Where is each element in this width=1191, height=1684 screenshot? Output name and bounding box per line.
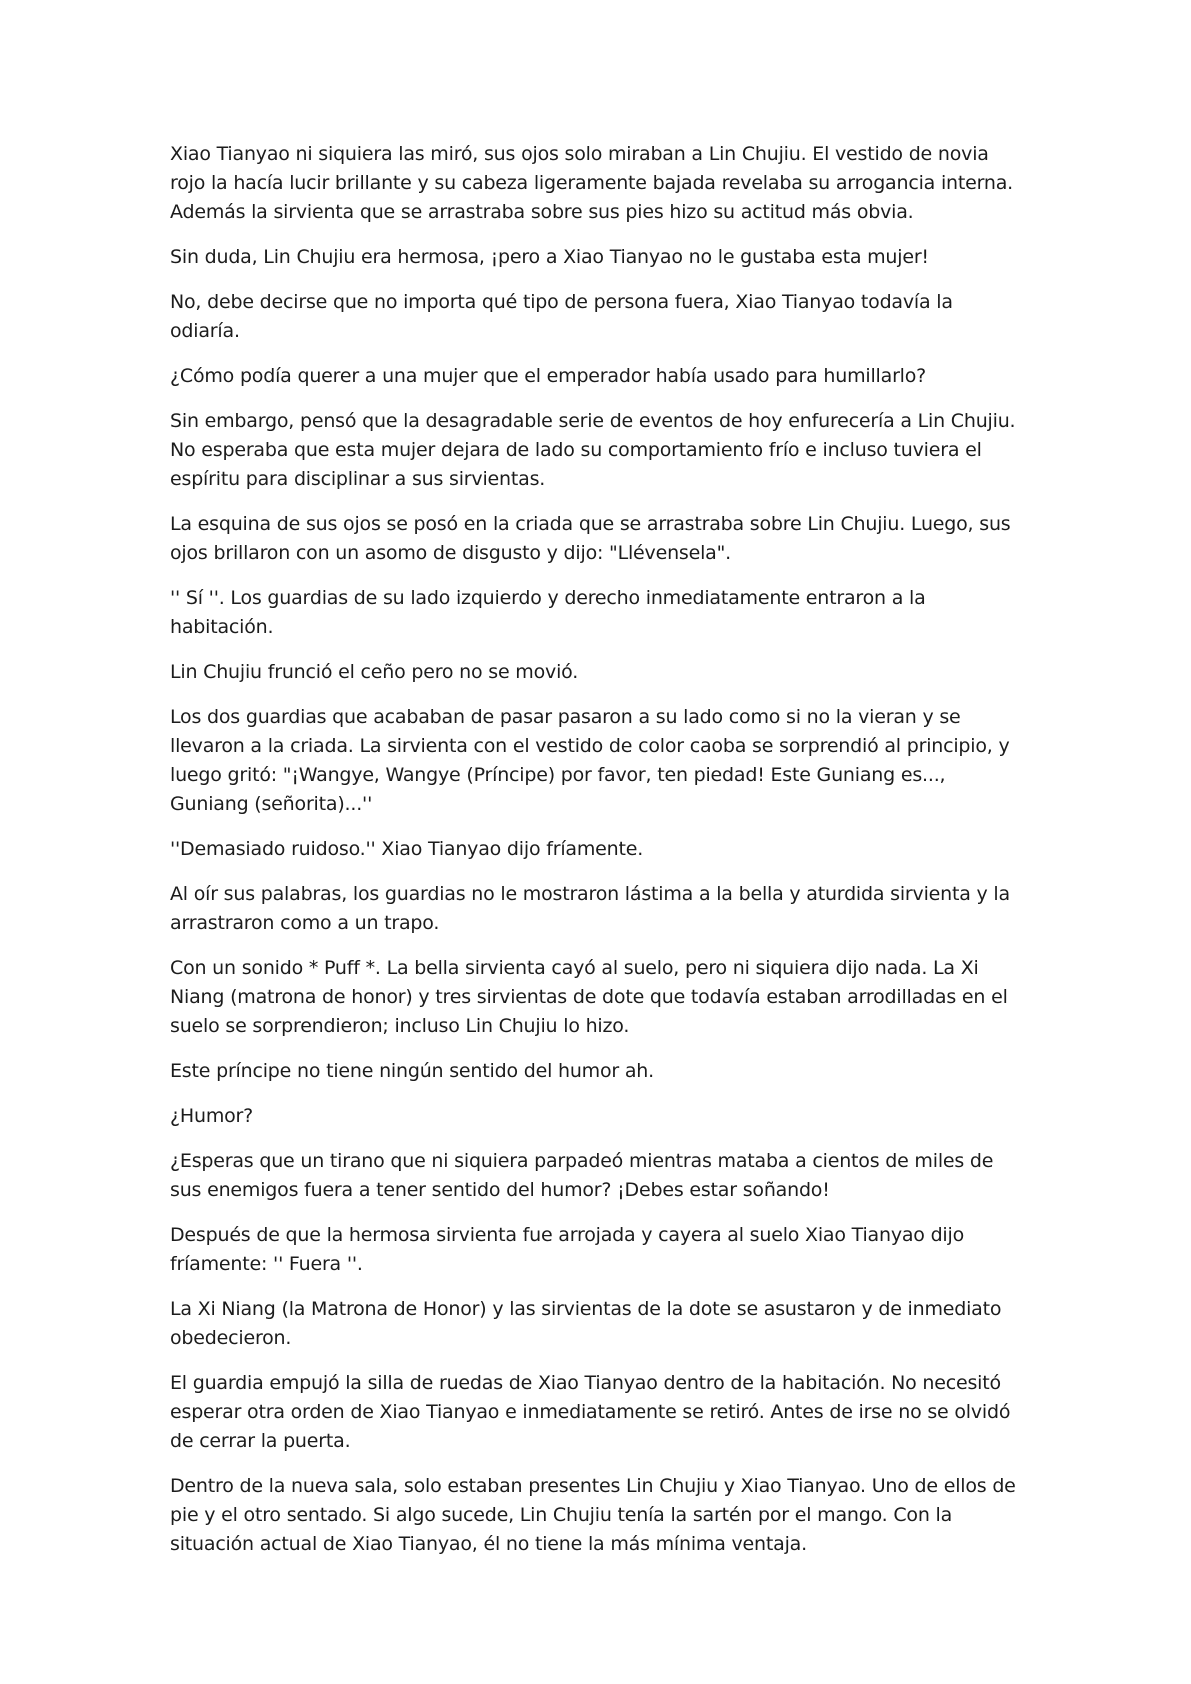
paragraph: La Xi Niang (la Matrona de Honor) y las sirvientas de la dote se asustaron y de inmediato obedecieron.: [170, 1298, 1002, 1349]
paragraph: '' Sí ''. Los guardias de su lado izquierdo y derecho inmediatamente entraron a la habitación.: [170, 587, 926, 638]
paragraph: Después de que la hermosa sirvienta fue arrojada y cayera al suelo Xiao Tianyao dijo fríamente: '' Fuera ''.: [170, 1224, 965, 1275]
paragraph: Xiao Tianyao ni siquiera las miró, sus ojos solo miraban a Lin Chujiu. El vestido de novia rojo la hacía lucir brillante y su cabeza ligeramente bajada revelaba su arrogancia interna. Además la sirvienta que se arrastraba sobre sus pies hizo su actitud más obvia.: [170, 143, 1014, 223]
paragraph: ¿Humor?: [170, 1105, 254, 1127]
paragraph: No, debe decirse que no importa qué tipo de persona fuera, Xiao Tianyao todavía la odiaría.: [170, 291, 953, 342]
paragraph: ''Demasiado ruidoso.'' Xiao Tianyao dijo fríamente.: [170, 838, 644, 860]
paragraph: La esquina de sus ojos se posó en la criada que se arrastraba sobre Lin Chujiu. Luego, sus ojos brillaron con un asomo de disgusto y dijo: "Llévensela".: [170, 513, 1011, 564]
paragraph: Al oír sus palabras, los guardias no le mostraron lástima a la bella y aturdida sirvienta y la arrastraron como a un trapo.: [170, 883, 1010, 934]
document-body: [170, 140, 1020, 1575]
paragraph: Con un sonido * Puff *. La bella sirvienta cayó al suelo, pero ni siquiera dijo nada. La Xi Niang (matrona de honor) y tres sirvientas de dote que todavía estaban arrodilladas en el suelo se sorprendieron; incluso Lin Chujiu lo hizo.: [170, 957, 1008, 1037]
paragraph: Este príncipe no tiene ningún sentido del humor ah.: [170, 1060, 654, 1082]
paragraph: Los dos guardias que acababan de pasar pasaron a su lado como si no la vieran y se llevaron a la criada. La sirvienta con el vestido de color caoba se sorprendió al principio, y luego gritó: "¡Wangye, Wangye (Príncipe) por favor, ten piedad! Este Guniang es..., Guniang (señorita)...'': [170, 706, 1010, 815]
paragraph: Lin Chujiu frunció el ceño pero no se movió.: [170, 661, 579, 683]
paragraph: Dentro de la nueva sala, solo estaban presentes Lin Chujiu y Xiao Tianyao. Uno de ellos de pie y el otro sentado. Si algo sucede, Lin Chujiu tenía la sartén por el mango. Con la situación actual de Xiao Tianyao, él no tiene la más mínima ventaja.: [170, 1475, 1016, 1555]
paragraph: Sin embargo, pensó que la desagradable serie de eventos de hoy enfurecería a Lin Chujiu. No esperaba que esta mujer dejara de lado su comportamiento frío e incluso tuviera el espíritu para disciplinar a sus sirvientas.: [170, 410, 1016, 490]
paragraph: ¿Esperas que un tirano que ni siquiera parpadeó mientras mataba a cientos de miles de sus enemigos fuera a tener sentido del humor? ¡Debes estar soñando!: [170, 1150, 994, 1201]
paragraph: Sin duda, Lin Chujiu era hermosa, ¡pero a Xiao Tianyao no le gustaba esta mujer!: [170, 246, 929, 268]
paragraph: El guardia empujó la silla de ruedas de Xiao Tianyao dentro de la habitación. No necesitó esperar otra orden de Xiao Tianyao e inmediatamente se retiró. Antes de irse no se olvidó de cerrar la puerta.: [170, 1372, 1011, 1452]
paragraph: ¿Cómo podía querer a una mujer que el emperador había usado para humillarlo?: [170, 365, 927, 387]
